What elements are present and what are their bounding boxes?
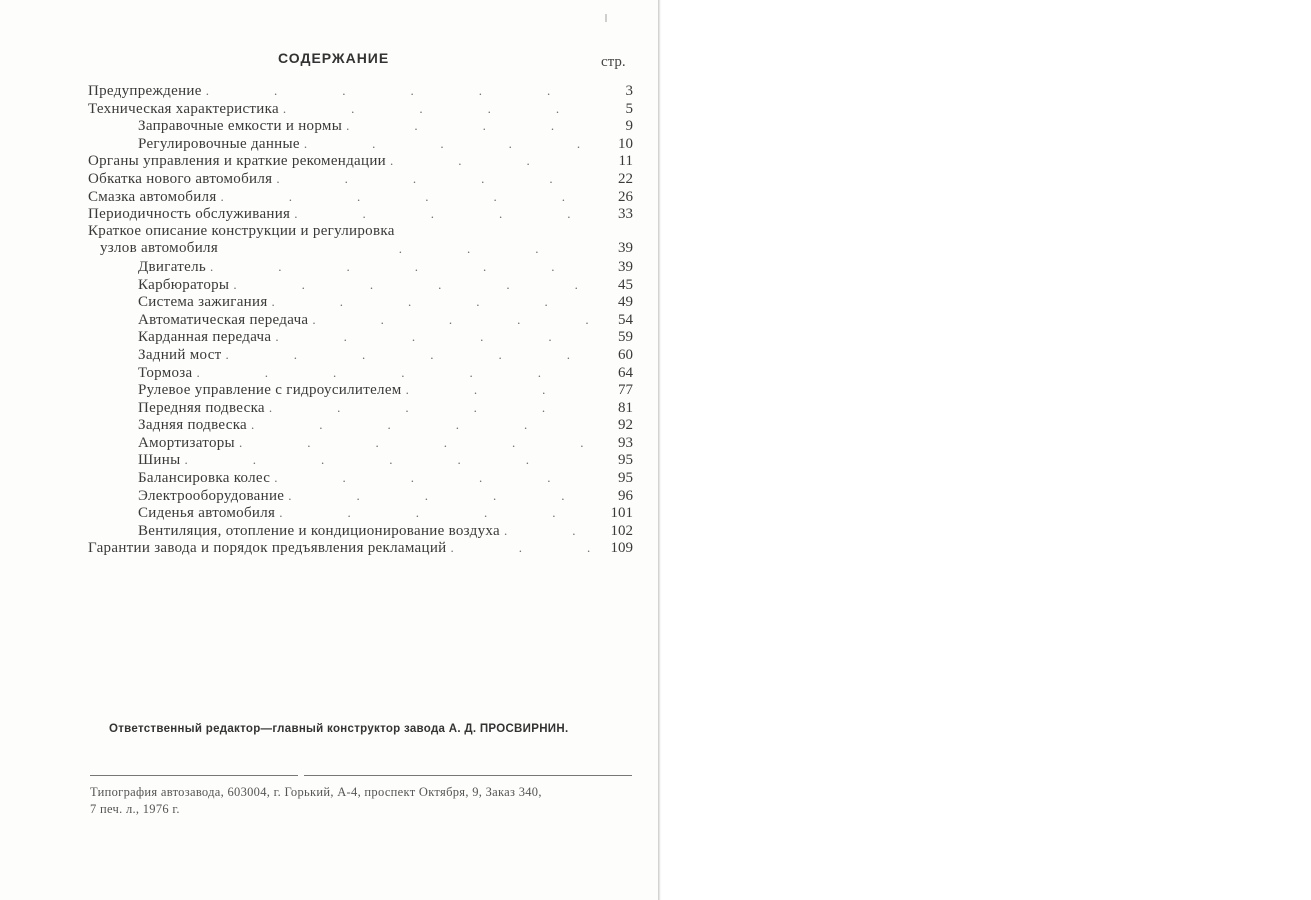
toc-leader-dots	[274, 469, 593, 487]
toc-entry-label: Задний мост	[138, 346, 222, 363]
toc-entry	[88, 170, 633, 188]
toc-entry-page-number: 45	[618, 276, 633, 293]
toc-entry	[88, 258, 633, 276]
toc-entry-label	[88, 223, 399, 258]
toc-entry-label: Система зажигания	[138, 294, 268, 311]
toc-entry-page-number: 95	[618, 452, 633, 469]
toc-entry-label: Вентиляция, отопление и кондиционирование воздуха	[138, 522, 500, 539]
toc-entry-label: Периодичность обслуживания	[88, 206, 291, 223]
toc-entry-page-number: 77	[618, 382, 633, 399]
toc-entry	[88, 311, 633, 329]
toc-entry-page-number: 81	[618, 399, 633, 416]
toc-entry-page-number: 39	[618, 240, 633, 257]
toc-entry-page-number: 33	[618, 206, 633, 223]
imprint-line-1: Типография автозавода, 603004, г. Горький, А-4, проспект Октября, 9, Заказ 340,	[90, 785, 542, 799]
paper-speck	[605, 14, 607, 22]
toc-leader-dots	[206, 82, 593, 100]
toc-entry-label: Смазка автомобиля	[88, 188, 217, 205]
toc-entry-page-number: 11	[618, 153, 633, 170]
toc-entry-label: Карданная передача	[138, 329, 272, 346]
toc-entry-label: Органы управления и краткие рекомендации	[88, 153, 386, 170]
toc-entry-label: Амортизаторы	[138, 434, 235, 451]
toc-leader-dots	[399, 240, 593, 258]
toc-entry-page-number: 39	[618, 258, 633, 275]
toc-entry-label: Передняя подвеска	[138, 399, 265, 416]
toc-leader-dots	[233, 276, 593, 294]
toc-entry-page-number: 95	[618, 470, 633, 487]
toc-entry-page-number: 60	[618, 346, 633, 363]
toc-entry-label: Тормоза	[138, 364, 193, 381]
toc-entry	[88, 539, 633, 557]
toc-entry	[88, 434, 633, 452]
toc-entry	[88, 117, 633, 135]
toc-entry-label: Двигатель	[138, 258, 207, 275]
toc-leader-dots	[226, 346, 593, 364]
toc-entry-label: Балансировка колес	[138, 470, 271, 487]
toc-leader-dots	[406, 381, 593, 399]
toc-entry	[88, 328, 633, 346]
toc-entry	[88, 399, 633, 417]
toc-leader-dots	[275, 328, 593, 346]
toc-leader-dots	[251, 416, 593, 434]
toc-entry-page-number: 54	[618, 311, 633, 328]
toc-leader-dots	[196, 364, 593, 382]
toc-entry	[88, 381, 633, 399]
toc-entry	[88, 82, 633, 100]
toc-leader-dots	[288, 487, 593, 505]
toc-entry-label: Регулировочные данные	[138, 135, 300, 152]
toc-leader-dots	[210, 258, 593, 276]
toc-entry-label: Рулевое управление с гидроусилителем	[138, 382, 402, 399]
toc-leader-dots	[239, 434, 593, 452]
toc-entry-page-number: 101	[610, 505, 633, 522]
toc-entry	[88, 293, 633, 311]
toc-leader-dots	[272, 293, 593, 311]
toc-entry	[88, 276, 633, 294]
toc-leader-dots	[221, 188, 593, 206]
toc-entry-label: Сиденья автомобиля	[138, 505, 276, 522]
divider-rule-left	[90, 775, 298, 776]
right-page-blank	[661, 0, 1311, 900]
toc-entry	[88, 135, 633, 153]
toc-entry-page-number: 102	[610, 522, 633, 539]
toc-entry	[88, 223, 633, 258]
toc-entry-page-number: 109	[610, 540, 633, 557]
toc-entry-page-number: 49	[618, 294, 633, 311]
toc-leader-dots	[184, 451, 593, 469]
toc-entry-label: Автоматическая передача	[138, 311, 309, 328]
toc-entry-label: Шины	[138, 452, 181, 469]
toc-entry-page-number: 92	[618, 417, 633, 434]
toc-entry	[88, 205, 633, 223]
table-of-contents	[88, 82, 633, 557]
toc-entry-label: Техническая характеристика	[88, 100, 279, 117]
toc-entry	[88, 416, 633, 434]
toc-entry	[88, 364, 633, 382]
toc-leader-dots	[269, 399, 593, 417]
toc-leader-dots	[279, 504, 593, 522]
toc-entry-page-number: 64	[618, 364, 633, 381]
toc-entry	[88, 152, 633, 170]
toc-leader-dots	[304, 135, 593, 153]
toc-leader-dots	[283, 100, 593, 118]
toc-entry	[88, 451, 633, 469]
toc-entry-page-number: 22	[618, 170, 633, 187]
toc-entry	[88, 522, 633, 540]
toc-entry	[88, 346, 633, 364]
toc-entry	[88, 504, 633, 522]
toc-entry-label: Заправочные емкости и нормы	[138, 118, 343, 135]
toc-entry-page-number: 26	[618, 188, 633, 205]
imprint-line-2: 7 печ. л., 1976 г.	[90, 802, 180, 816]
toc-entry	[88, 469, 633, 487]
toc-entry-label-line2: узлов автомобиля	[100, 240, 219, 257]
toc-leader-dots	[294, 205, 593, 223]
toc-leader-dots	[346, 117, 593, 135]
toc-entry-page-number: 3	[625, 83, 633, 99]
toc-entry-label: Задняя подвеска	[138, 417, 248, 434]
toc-entry-label: Электрооборудование	[138, 487, 285, 504]
toc-leader-dots	[276, 170, 593, 188]
printing-imprint	[90, 784, 635, 818]
toc-entry-label: Гарантии завода и порядок предъявления рекламаций	[88, 540, 447, 557]
responsible-editor-line: Ответственный редактор—главный конструктор завода А. Д. ПРОСВИРНИН.	[109, 723, 569, 735]
toc-leader-dots	[450, 539, 593, 557]
toc-entry	[88, 487, 633, 505]
toc-entry	[88, 100, 633, 118]
toc-entry-label-line1: Краткое описание конструкции и регулировка	[88, 222, 395, 239]
toc-entry-page-number: 59	[618, 329, 633, 346]
toc-entry	[88, 188, 633, 206]
toc-leader-dots	[390, 152, 593, 170]
toc-leader-dots	[312, 311, 593, 329]
toc-entry-page-number: 9	[625, 118, 633, 135]
toc-entry-page-number: 10	[618, 135, 633, 152]
toc-page-column-header: стр.	[601, 54, 626, 70]
toc-title: СОДЕРЖАНИЕ	[278, 50, 390, 66]
divider-rule-right	[304, 775, 632, 776]
toc-entry-page-number: 5	[625, 100, 633, 117]
toc-leader-dots	[504, 522, 593, 540]
toc-entry-label: Карбюраторы	[138, 276, 230, 293]
toc-entry-label: Обкатка нового автомобиля	[88, 170, 273, 187]
toc-entry-label: Предупреждение	[88, 83, 202, 99]
toc-entry-page-number: 93	[618, 434, 633, 451]
toc-entry-page-number: 96	[618, 487, 633, 504]
